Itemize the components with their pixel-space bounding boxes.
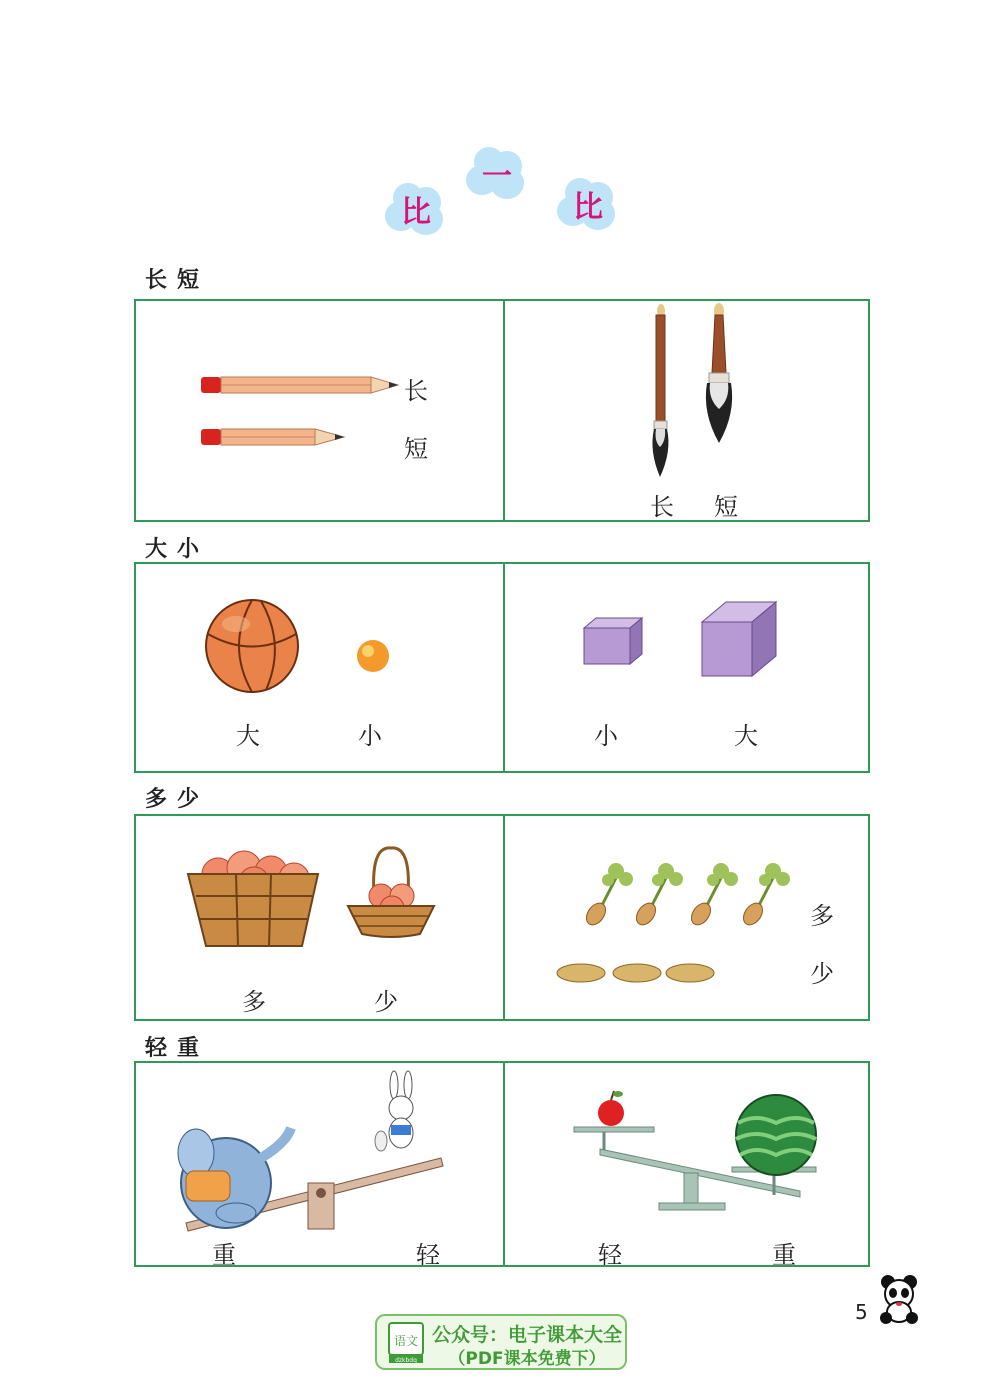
apple-icon xyxy=(598,1091,624,1126)
word-short: 短 xyxy=(714,493,738,521)
big-basket-icon xyxy=(188,851,318,946)
word-long: 长 xyxy=(404,377,428,405)
short-pencil-icon xyxy=(201,429,344,445)
footer-line-2: （PDF课本免费下） xyxy=(448,1349,606,1369)
panel-seesaw xyxy=(136,1063,505,1269)
panel-cubes xyxy=(504,564,868,771)
word-few: 少 xyxy=(810,960,834,988)
footer-line-1: 公众号：电子课本大全 xyxy=(432,1324,623,1346)
basketball-icon xyxy=(206,600,298,692)
cubes-illustration xyxy=(504,564,870,775)
section-label-light-heavy: 轻重 xyxy=(145,1036,210,1061)
seesaw-illustration xyxy=(136,1063,503,1269)
short-brush-icon xyxy=(706,303,732,443)
large-cube-icon xyxy=(702,602,776,676)
panel-radishes xyxy=(504,816,868,1019)
word-few: 少 xyxy=(374,988,398,1016)
word-many: 多 xyxy=(242,988,266,1016)
panel-balls xyxy=(136,564,505,771)
pencils-illustration xyxy=(136,301,503,524)
scale-illustration xyxy=(504,1063,870,1269)
elephant-icon xyxy=(178,1128,291,1228)
long-brush-icon xyxy=(652,304,668,477)
small-cube-icon xyxy=(584,618,642,664)
hole-icon-2 xyxy=(613,964,661,982)
hole-icon-3 xyxy=(666,964,714,982)
word-many: 多 xyxy=(810,902,834,930)
word-short: 短 xyxy=(404,435,428,463)
word-long: 长 xyxy=(650,493,674,521)
badge-text: 语文 xyxy=(393,1334,419,1348)
balls-illustration xyxy=(136,564,503,775)
radish-icon-1 xyxy=(583,863,633,928)
book-icon xyxy=(387,1321,427,1365)
section-row-big-small xyxy=(134,562,870,773)
watermelon-icon xyxy=(736,1095,816,1175)
panel-brushes xyxy=(504,301,868,520)
page-title xyxy=(380,145,630,240)
radish-icon-2 xyxy=(633,863,683,928)
baskets-illustration xyxy=(136,816,503,1023)
section-label-long-short: 长短 xyxy=(145,268,210,293)
title-char-3: 比 xyxy=(573,190,603,225)
small-ball-icon xyxy=(357,640,389,672)
word-light: 轻 xyxy=(416,1241,440,1269)
word-light: 轻 xyxy=(598,1241,622,1269)
title-char-1: 比 xyxy=(401,195,431,230)
panel-pencils xyxy=(136,301,505,520)
title-char-2: 一 xyxy=(482,159,512,194)
long-pencil-icon xyxy=(201,377,398,393)
section-label-many-few: 多少 xyxy=(145,787,210,812)
panel-baskets xyxy=(136,816,505,1019)
rabbit-icon xyxy=(375,1071,413,1151)
word-big: 大 xyxy=(236,722,260,750)
section-row-many-few xyxy=(134,814,870,1021)
word-big: 大 xyxy=(734,722,758,750)
brushes-illustration xyxy=(504,301,870,524)
title-cloud-3 xyxy=(557,178,619,230)
title-cloud-1 xyxy=(385,183,447,235)
word-small: 小 xyxy=(358,722,382,750)
small-basket-icon xyxy=(348,848,434,937)
page-number: 5 xyxy=(855,1300,868,1324)
hole-icon-1 xyxy=(557,964,605,982)
radish-icon-4 xyxy=(740,863,790,928)
word-heavy: 重 xyxy=(212,1241,236,1269)
section-label-big-small: 大小 xyxy=(145,537,210,562)
badge-subtext: dzkbdq xyxy=(395,1357,417,1364)
word-small: 小 xyxy=(594,722,618,750)
word-heavy: 重 xyxy=(772,1241,796,1269)
footer-banner xyxy=(375,1314,627,1370)
section-row-long-short xyxy=(134,299,870,522)
title-cloud-2 xyxy=(466,147,528,199)
panda-icon xyxy=(876,1274,922,1326)
radish-icon-3 xyxy=(688,863,738,928)
panel-scale xyxy=(504,1063,868,1269)
section-row-light-heavy xyxy=(134,1061,870,1267)
